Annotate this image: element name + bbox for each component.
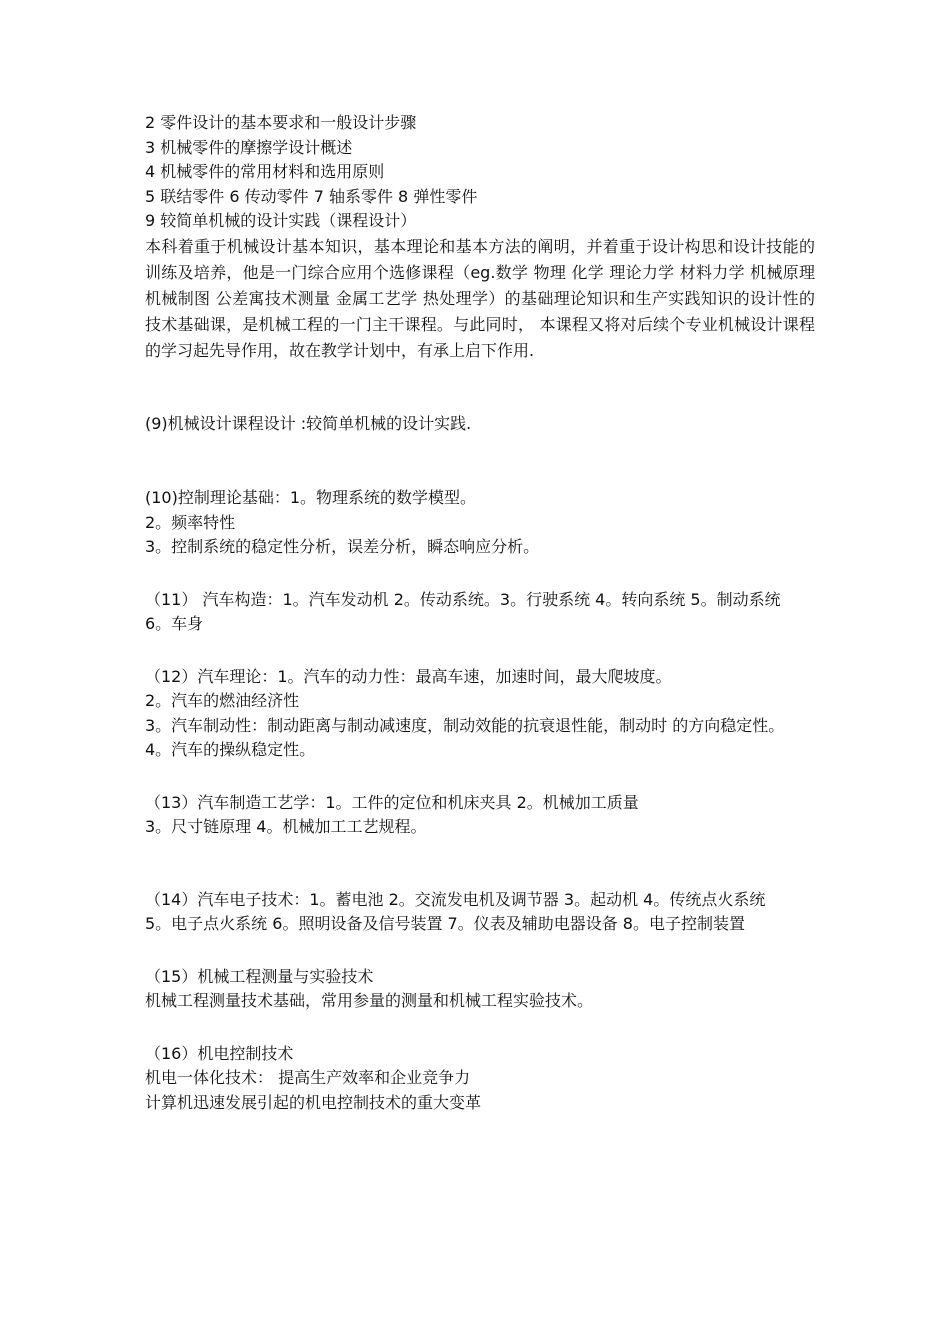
section-15 [145,965,815,1014]
section-12-line: 2。汽车的燃油经济性 [145,691,300,710]
topic-line: 5 联结零件 6 传动零件 7 轴系零件 8 弹性零件 [145,186,478,206]
section-13-line: 3。尺寸链原理 4。机械加工工艺规程。 [145,817,427,836]
section-12 [145,665,815,763]
section-11 [145,588,815,637]
section-14 [145,888,815,937]
section-14-line: 5。电子点火系统 6。照明设备及信号装置 7。仪表及辅助电器设备 8。电子控制装置 [145,914,745,933]
section-9: (9)机械设计课程设计 :较简单机械的设计实践. [145,413,472,433]
section-14-line: （14）汽车电子技术：1。蓄电池 2。交流发电机及调节器 3。起动机 4。传统点火系统 [145,889,766,909]
section-16-line: 机电一体化技术： 提高生产效率和企业竞争力 [145,1068,471,1087]
intro-paragraph: 本科着重于机械设计基本知识，基本理论和基本方法的阐明，并着重于设计构思和设计技能的训练及培养，他是一门综合应用个选修课程（eg.数学 物理 化学 理论力学 材料力学 机械原理 机械制图 公差寓技术测量 金属工艺学 热处理学）的基础理论知识和生产实践知识的设计性的技术基础课，是机械工程的一门主干课程。与此同时， 本课程又将对后续个专业机械设计课程的学习起先导作用，故在教学计划中，有承上启下作用. [145,236,815,360]
topic-line: 2 零件设计的基本要求和一般设计步骤 [145,113,417,132]
section-16-line: 计算机迅速发展引起的机电控制技术的重大变革 [145,1092,482,1112]
course-topic-list [145,111,815,234]
section-13-line: （13）汽车制造工艺学：1。工件的定位和机床夹具 2。机械加工质量 [145,792,639,812]
topic-line: 3 机械零件的摩擦学设计概述 [145,137,353,157]
section-16-line: （16）机电控制技术 [145,1043,294,1063]
topic-line: 4 机械零件的常用材料和选用原则 [145,162,385,181]
section-10-line: 3。控制系统的稳定性分析，误差分析，瞬态响应分析。 [145,537,540,556]
document-body [145,111,815,1115]
section-11-line: （11） 汽车构造：1。汽车发动机 2。传动系统。3。行驶系统 4。转向系统 5。制动系统 [145,589,781,609]
topic-line: 9 较简单机械的设计实践（课程设计） [145,211,417,230]
section-13 [145,791,815,840]
section-16 [145,1042,815,1116]
section-12-line: （12）汽车理论：1。汽车的动力性：最高车速，加速时间，最大爬坡度。 [145,666,672,686]
section-15-line: 机械工程测量技术基础，常用参量的测量和机械工程实验技术。 [145,991,594,1010]
section-11-line: 6。车身 [145,614,204,633]
section-15-line: （15）机械工程测量与实验技术 [145,966,374,986]
section-10-line: (10)控制理论基础：1。物理系统的数学模型。 [145,488,477,507]
section-10 [145,486,815,560]
section-12-line: 3。汽车制动性：制动距离与制动减速度，制动效能的抗衰退性能，制动时 的方向稳定性。 4。汽车的操纵稳定性。 [145,715,790,759]
section-10-line: 2。频率特性 [145,512,236,532]
